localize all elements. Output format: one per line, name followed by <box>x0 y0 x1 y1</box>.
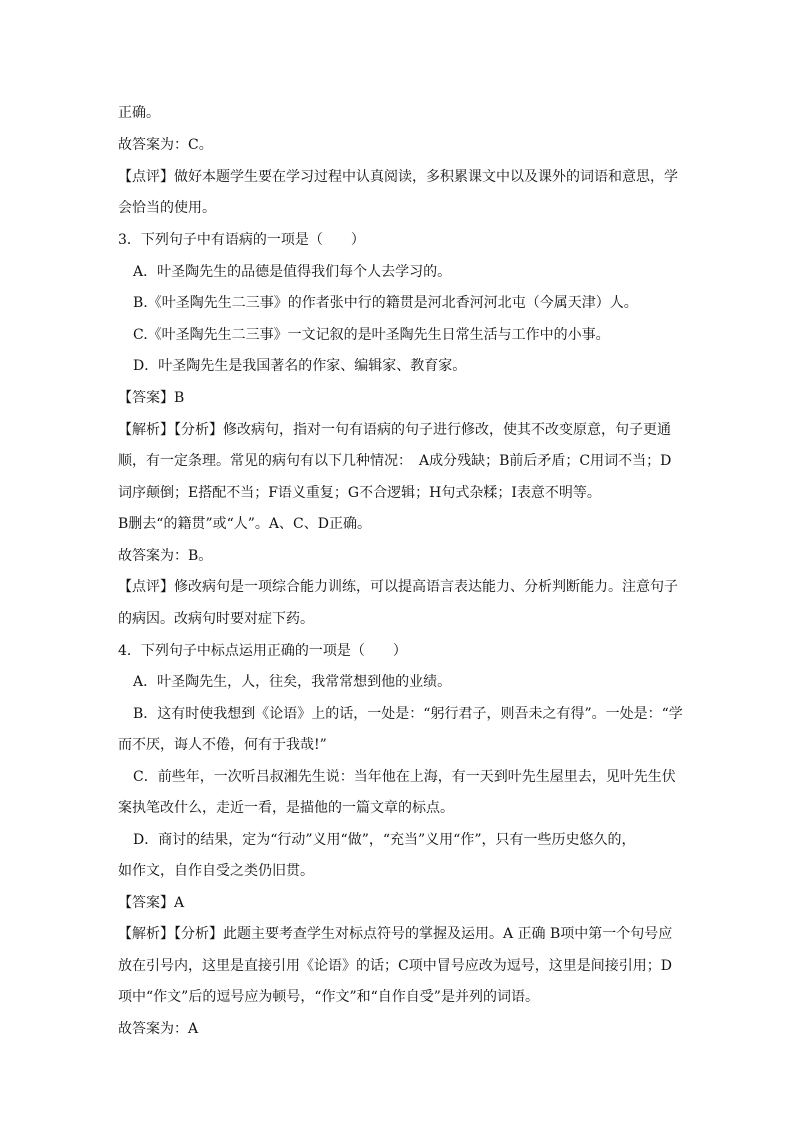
question-3-option-d: D．叶圣陶先生是我国著名的作家、编辑家、教育家。 <box>133 358 467 374</box>
question-4-option-c: C．前些年，一次听吕叔湘先生说：当年他在上海，有一天到叶先生屋里去，见叶先生伏 <box>133 769 676 785</box>
comment-line: 【点评】修改病句是一项综合能力训练，可以提高语言表达能力、分析判断能力。注意句子 <box>118 579 678 595</box>
text-line: 正确。 <box>118 105 160 121</box>
comment-line: 的病因。改病句时要对症下药。 <box>118 611 314 627</box>
analysis-line: 项中“作文”后的逗号应为顿号，“作文”和“自作自受”是并列的词语。 <box>118 989 539 1005</box>
question-3-option-a: A．叶圣陶先生的品德是值得我们每个人去学习的。 <box>133 264 452 280</box>
analysis-line: 【解析】【分析】此题主要考查学生对标点符号的掌握及运用。A 正确 B项中第一个句号应 <box>118 926 673 942</box>
answer-line: 【答案】A <box>118 895 185 911</box>
question-4-option-d: D．商讨的结果，定为“行动”义用“做”，“充当”义用“作”，只有一些历史悠久的， <box>133 832 636 848</box>
analysis-line: 顺，有一定条理。常见的病句有以下几种情况： A成分残缺；B前后矛盾；C用词不当；D <box>118 453 672 469</box>
answer-line: 故答案为：A <box>118 1021 199 1037</box>
question-3-stem: 3．下列句子中有语病的一项是（ ） <box>118 232 365 248</box>
question-4-option-d-cont: 如作文，自作自受之类仍旧贯。 <box>118 863 314 879</box>
question-4-option-b-cont: 而不厌，诲人不倦，何有于我哉!” <box>118 737 327 753</box>
question-4-stem: 4．下列句子中标点运用正确的一项是（ ） <box>118 643 407 659</box>
question-4-option-a: A．叶圣陶先生，人，往矣，我常常想到他的业绩。 <box>133 674 452 690</box>
analysis-line: B删去“的籍贯”或“人”。A、C、D正确。 <box>118 516 371 532</box>
answer-line: 【答案】B <box>118 390 185 406</box>
answer-line: 故答案为：C。 <box>118 137 213 153</box>
analysis-line: 【解析】【分析】修改病句，指对一句有语病的句子进行修改，使其不改变原意，句子更通 <box>118 422 671 438</box>
text-line: 会恰当的使用。 <box>118 200 216 216</box>
answer-line: 故答案为：B。 <box>118 548 213 564</box>
analysis-line: 词序颠倒；E搭配不当；F语义重复；G不合逻辑；H句式杂糅；I表意不明等。 <box>118 485 601 501</box>
analysis-line: 放在引号内，这里是直接引用《论语》的话；C项中冒号应改为逗号，这里是间接引用；D <box>118 958 672 974</box>
question-3-option-b: B.《叶圣陶先生二三事》的作者张中行的籍贯是河北香河河北屯（今属天津）人。 <box>133 295 638 311</box>
question-4-option-b: B．这有时使我想到《论语》上的话，一处是：“躬行君子，则吾未之有得”。一处是：“学 <box>133 706 683 722</box>
question-3-option-c: C.《叶圣陶先生二三事》一文记叙的是叶圣陶先生日常生活与工作中的小事。 <box>133 327 610 343</box>
question-4-option-c-cont: 案执笔改什么，走近一看，是描他的一篇文章的标点。 <box>118 800 454 816</box>
comment-line: 【点评】做好本题学生要在学习过程中认真阅读，多积累课文中以及课外的词语和意思，学 <box>118 169 678 185</box>
